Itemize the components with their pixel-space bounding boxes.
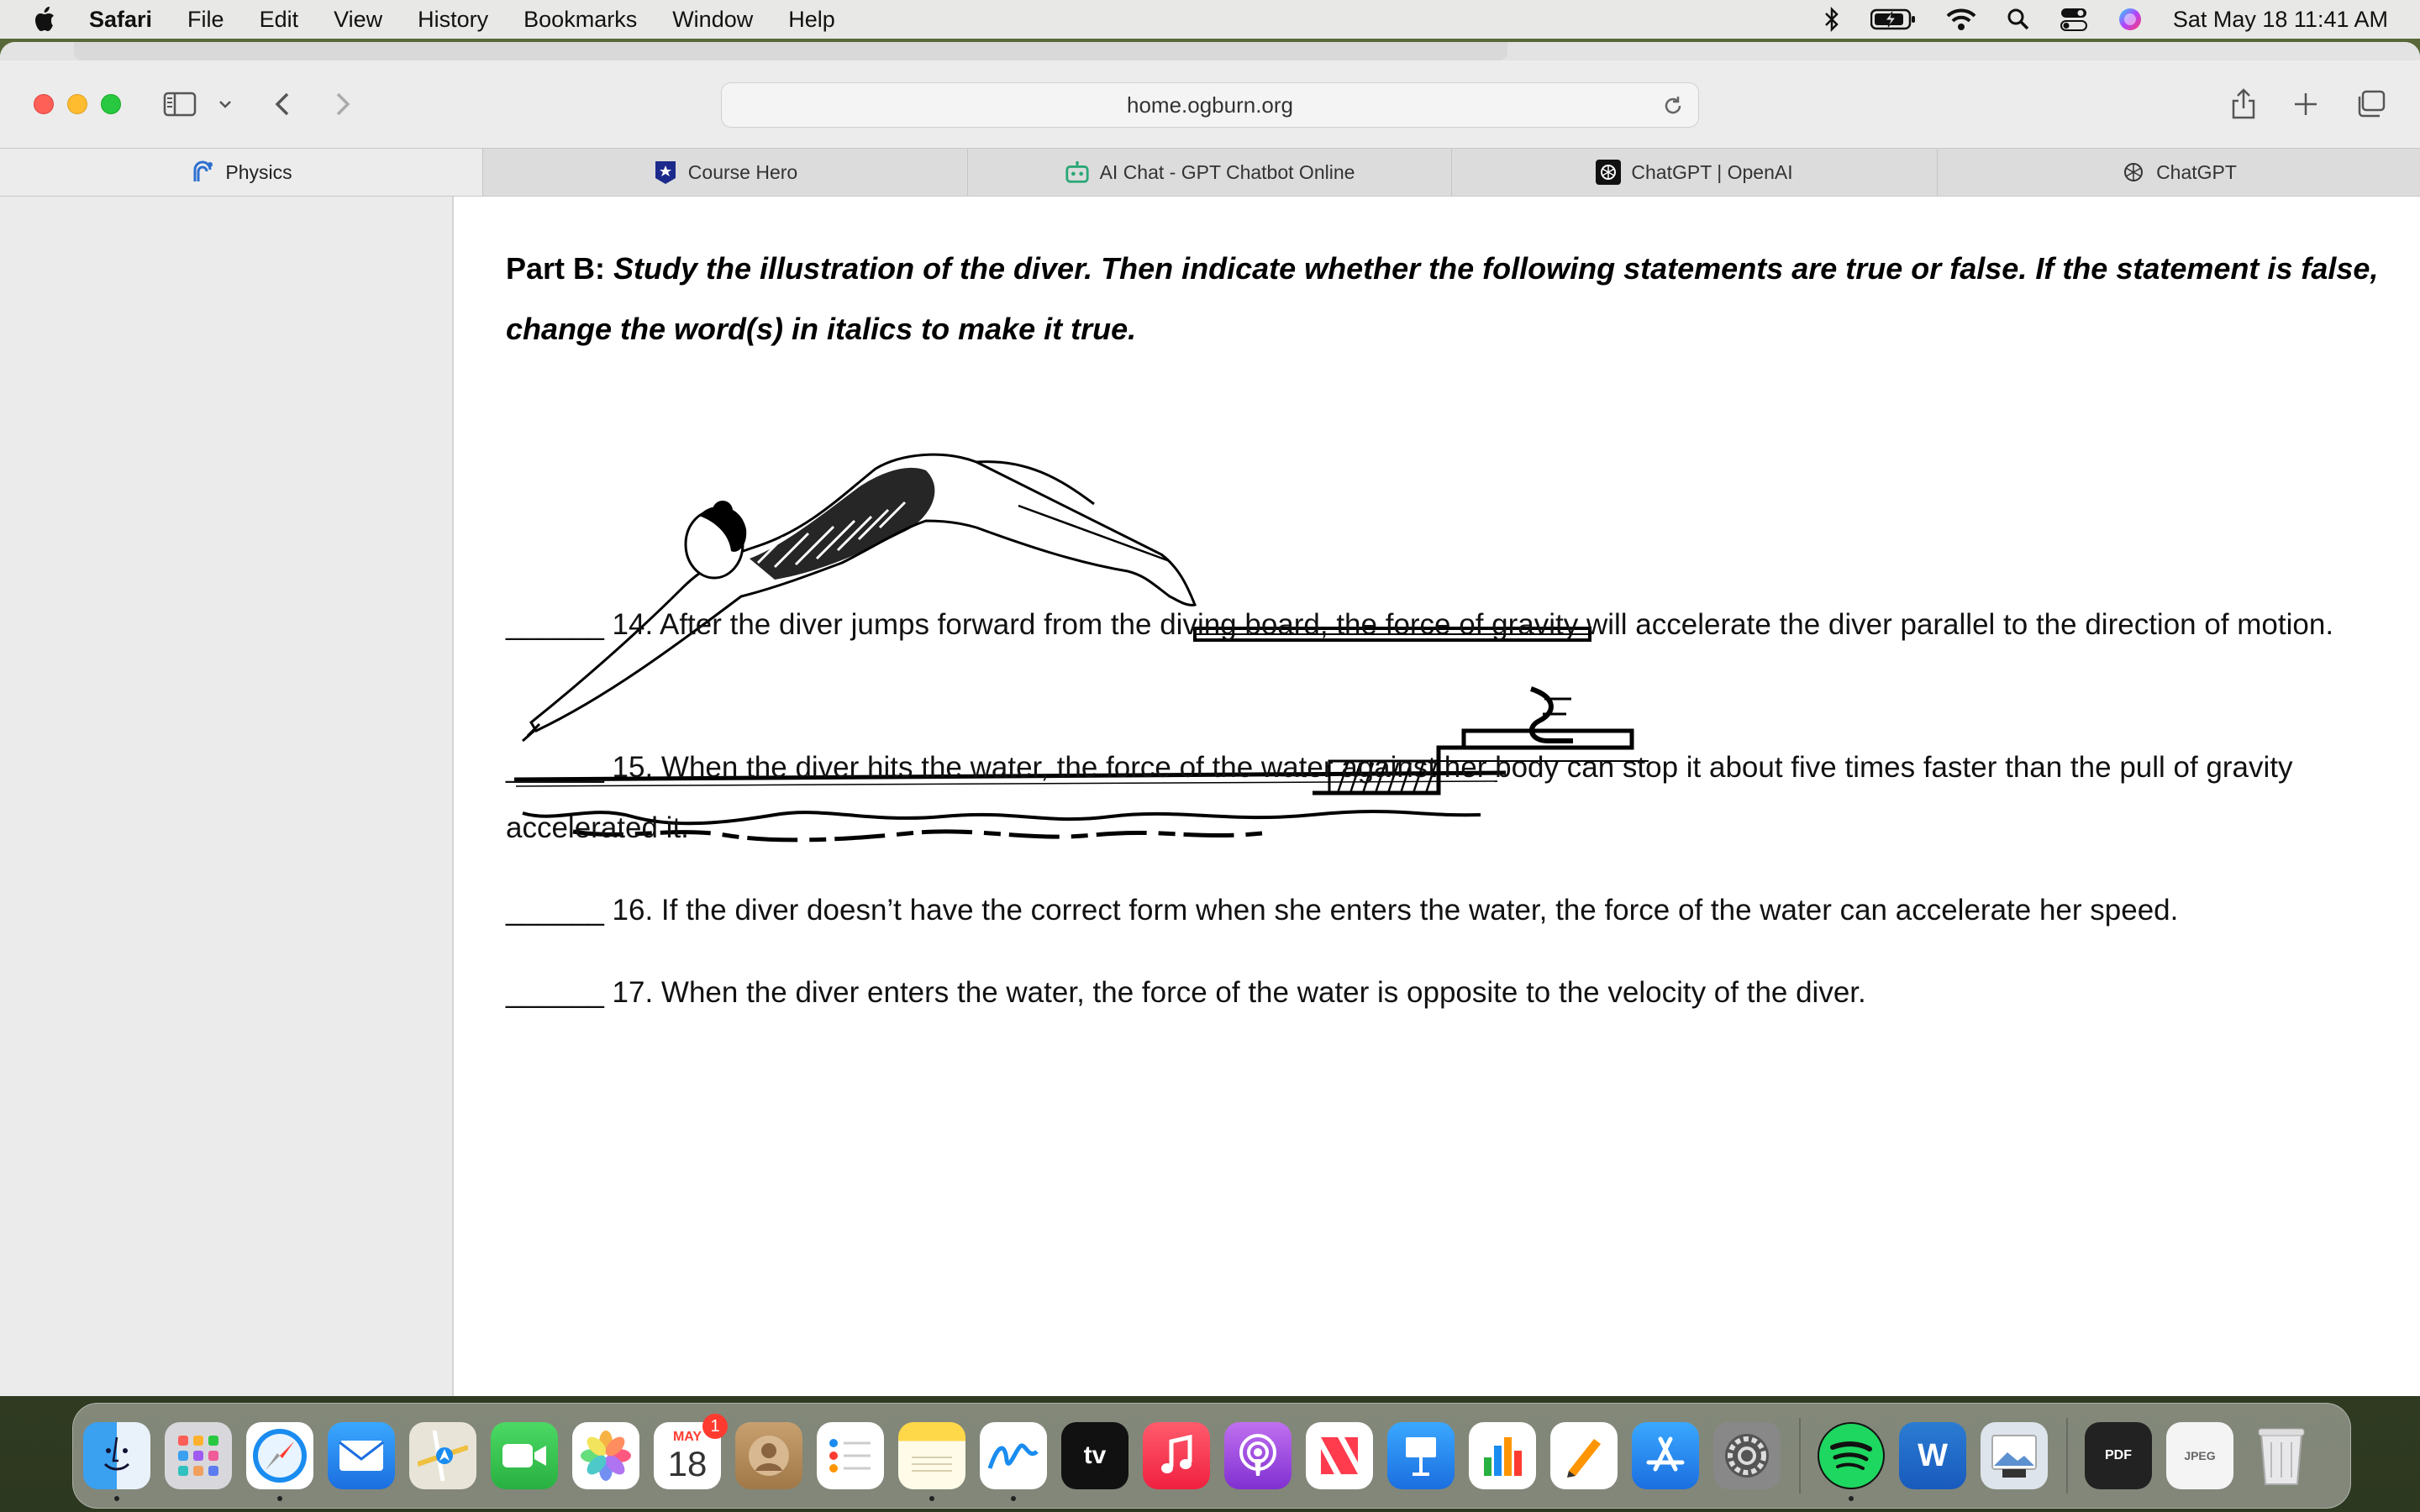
tab-chatgpt[interactable]: [1937, 149, 2420, 196]
reminders-list-icon: [827, 1435, 874, 1477]
tab-label: ChatGPT: [2156, 160, 2237, 183]
sidebar-toggle-icon[interactable]: [163, 86, 197, 123]
menu-window[interactable]: Window: [672, 6, 754, 32]
tab-strip-top: [0, 42, 2420, 60]
pages-pen-icon: [1560, 1432, 1607, 1479]
numbers-chart-icon: [1479, 1432, 1526, 1479]
part-label: Part B:: [506, 251, 606, 286]
contacts-person-icon: [745, 1432, 792, 1479]
dock-separator: [1799, 1418, 1801, 1494]
pdf-label: PDF: [2105, 1448, 2132, 1462]
apple-menu-icon[interactable]: [34, 7, 59, 32]
dock-jpeg-file[interactable]: [2166, 1422, 2233, 1489]
tab-label: ChatGPT | OpenAI: [1631, 160, 1793, 183]
spotify-icon: [1818, 1422, 1885, 1489]
window-controls: [34, 94, 121, 114]
running-indicator: [277, 1496, 282, 1501]
dock-preview[interactable]: [1981, 1422, 2048, 1489]
tab-strip-ghost: [74, 42, 1507, 60]
video-camera-icon: [501, 1441, 548, 1471]
tab-ai-chat[interactable]: [967, 149, 1451, 196]
dock-pages[interactable]: [1550, 1422, 1618, 1489]
answer-blank[interactable]: ______: [506, 894, 604, 927]
menu-help[interactable]: Help: [788, 6, 835, 32]
mail-envelope-icon: [338, 1439, 385, 1473]
dock-facetime[interactable]: [491, 1422, 558, 1489]
question-text: 14. After the diver jumps forward from the diving board, the force of gravity will accelerate the diver parallel to the direction of motion.: [612, 608, 2334, 641]
question-text: 17. When the diver enters the water, the force of the water is opposite to the velocity of the diver.: [612, 976, 1866, 1009]
dock-contacts[interactable]: [735, 1422, 802, 1489]
spotlight-search-icon[interactable]: [2007, 8, 2030, 31]
openai-icon: [2121, 160, 2146, 185]
battery-icon[interactable]: [1870, 8, 1916, 30]
running-indicator: [1849, 1496, 1854, 1501]
chevron-down-icon[interactable]: [217, 86, 234, 123]
openai-icon: [1596, 160, 1621, 185]
forward-button[interactable]: [331, 86, 353, 123]
dock-launchpad[interactable]: [165, 1422, 232, 1489]
trash-icon: [2256, 1424, 2307, 1488]
question-17: [506, 963, 2371, 1023]
tab-chatgpt-openai[interactable]: [1451, 149, 1937, 196]
dock: [72, 1403, 2351, 1509]
launchpad-icon: [175, 1432, 222, 1479]
dock-freeform[interactable]: [980, 1422, 1047, 1489]
page-content: [455, 197, 2420, 1396]
back-button[interactable]: [272, 86, 294, 123]
question-15: [506, 738, 2371, 858]
menu-history[interactable]: History: [418, 6, 489, 32]
bluetooth-icon[interactable]: [1823, 7, 1840, 32]
news-icon: [1316, 1432, 1363, 1479]
dock-photos[interactable]: [572, 1422, 639, 1489]
menu-view[interactable]: View: [334, 6, 383, 32]
answer-blank[interactable]: ______: [506, 608, 604, 641]
dock-pdf-file[interactable]: [2085, 1422, 2152, 1489]
wifi-icon[interactable]: [1946, 8, 1976, 31]
menu-clock[interactable]: Sat May 18 11:41 AM: [2172, 6, 2388, 32]
toolbar: [0, 60, 2420, 148]
keynote-podium-icon: [1397, 1432, 1444, 1479]
calendar-month: MAY: [672, 1430, 702, 1444]
question-text: 16. If the diver doesn’t have the correct form when she enters the water, the force of the water can accelerate her speed.: [612, 894, 2179, 927]
close-button[interactable]: [34, 94, 54, 114]
gear-icon: [1720, 1429, 1774, 1483]
photos-flower-icon: [579, 1429, 633, 1483]
physics-icon: [190, 160, 215, 185]
dock-news[interactable]: [1306, 1422, 1373, 1489]
dock-maps[interactable]: [409, 1422, 476, 1489]
dock-notes[interactable]: [898, 1422, 965, 1489]
tab-bar: [0, 148, 2420, 197]
app-store-icon: [1642, 1432, 1689, 1479]
menu-edit[interactable]: Edit: [259, 6, 299, 32]
dock-tv[interactable]: [1061, 1422, 1128, 1489]
zoom-button[interactable]: [101, 94, 121, 114]
minimize-button[interactable]: [67, 94, 87, 114]
dock-podcasts[interactable]: [1224, 1422, 1292, 1489]
dock-keynote[interactable]: [1387, 1422, 1455, 1489]
calendar-day: 18: [667, 1444, 708, 1483]
url-text: home.ogburn.org: [1126, 92, 1294, 118]
question-16: [506, 880, 2371, 941]
freeform-squiggle-icon: [986, 1435, 1040, 1477]
safari-compass-icon: [250, 1426, 309, 1485]
finder-icon: [92, 1431, 142, 1481]
jpeg-label: JPEG: [2184, 1449, 2216, 1462]
robot-icon: [1065, 160, 1090, 185]
dock-finder[interactable]: [83, 1422, 150, 1489]
running-indicator: [929, 1496, 934, 1501]
running-indicator: [1011, 1496, 1016, 1501]
notes-lines-icon: [908, 1439, 955, 1473]
course-hero-icon: [653, 160, 678, 185]
menu-app-safari[interactable]: Safari: [89, 6, 153, 32]
dock-calendar[interactable]: [654, 1416, 721, 1489]
preview-photos-icon: [1989, 1432, 2039, 1479]
question-14: [506, 595, 2371, 655]
part-b-instructions: Study the illustration of the diver. Then indicate whether the following statements are true or false. If the statement is false, change the word(s) in italics to make it true.: [506, 251, 2379, 346]
answer-blank[interactable]: ______: [506, 976, 604, 1009]
safari-window: [0, 42, 2420, 1396]
calendar-badge: 1: [702, 1414, 728, 1439]
tab-course-hero[interactable]: [482, 149, 967, 196]
siri-icon[interactable]: [2118, 7, 2143, 32]
running-indicator: [114, 1496, 119, 1501]
dock-trash[interactable]: [2248, 1422, 2315, 1489]
dock-music[interactable]: [1143, 1422, 1210, 1489]
dock-system-settings[interactable]: [1713, 1422, 1781, 1489]
dock-reminders[interactable]: [817, 1422, 884, 1489]
page-left-margin: [0, 197, 454, 1396]
part-b-heading: [506, 239, 2388, 360]
tab-label: Physics: [225, 160, 292, 183]
answer-blank[interactable]: ______: [506, 751, 604, 784]
tab-overview-icon[interactable]: [2354, 86, 2386, 123]
maps-icon: [418, 1431, 468, 1481]
tab-label: AI Chat - GPT Chatbot Online: [1099, 160, 1355, 183]
menu-file[interactable]: File: [187, 6, 224, 32]
dock-spotify[interactable]: [1818, 1422, 1885, 1489]
menu-bookmarks[interactable]: Bookmarks: [523, 6, 638, 32]
new-tab-icon[interactable]: [2292, 86, 2319, 123]
tab-label: Course Hero: [687, 160, 798, 183]
address-bar[interactable]: [721, 82, 1699, 128]
dock-numbers[interactable]: [1469, 1422, 1536, 1489]
dock-separator: [2066, 1418, 2068, 1494]
podcasts-icon: [1234, 1432, 1281, 1479]
dock-mail[interactable]: [328, 1422, 395, 1489]
tv-label: tv: [1083, 1441, 1107, 1469]
control-center-icon[interactable]: [2060, 8, 2087, 31]
dock-safari[interactable]: [246, 1422, 313, 1489]
reload-icon[interactable]: [1661, 94, 1685, 123]
dock-app-store[interactable]: [1632, 1422, 1699, 1489]
share-icon[interactable]: [2230, 86, 2257, 123]
dock-word[interactable]: [1899, 1422, 1966, 1489]
music-note-icon: [1160, 1435, 1193, 1477]
menu-bar: [0, 0, 2420, 39]
tab-physics[interactable]: [0, 149, 482, 196]
question-text: 15. When the diver hits the water, the force of the water against her body can stop it about five times faster than the pull of gravity accelerated it.: [506, 751, 2293, 844]
word-letter: W: [1918, 1437, 1948, 1473]
